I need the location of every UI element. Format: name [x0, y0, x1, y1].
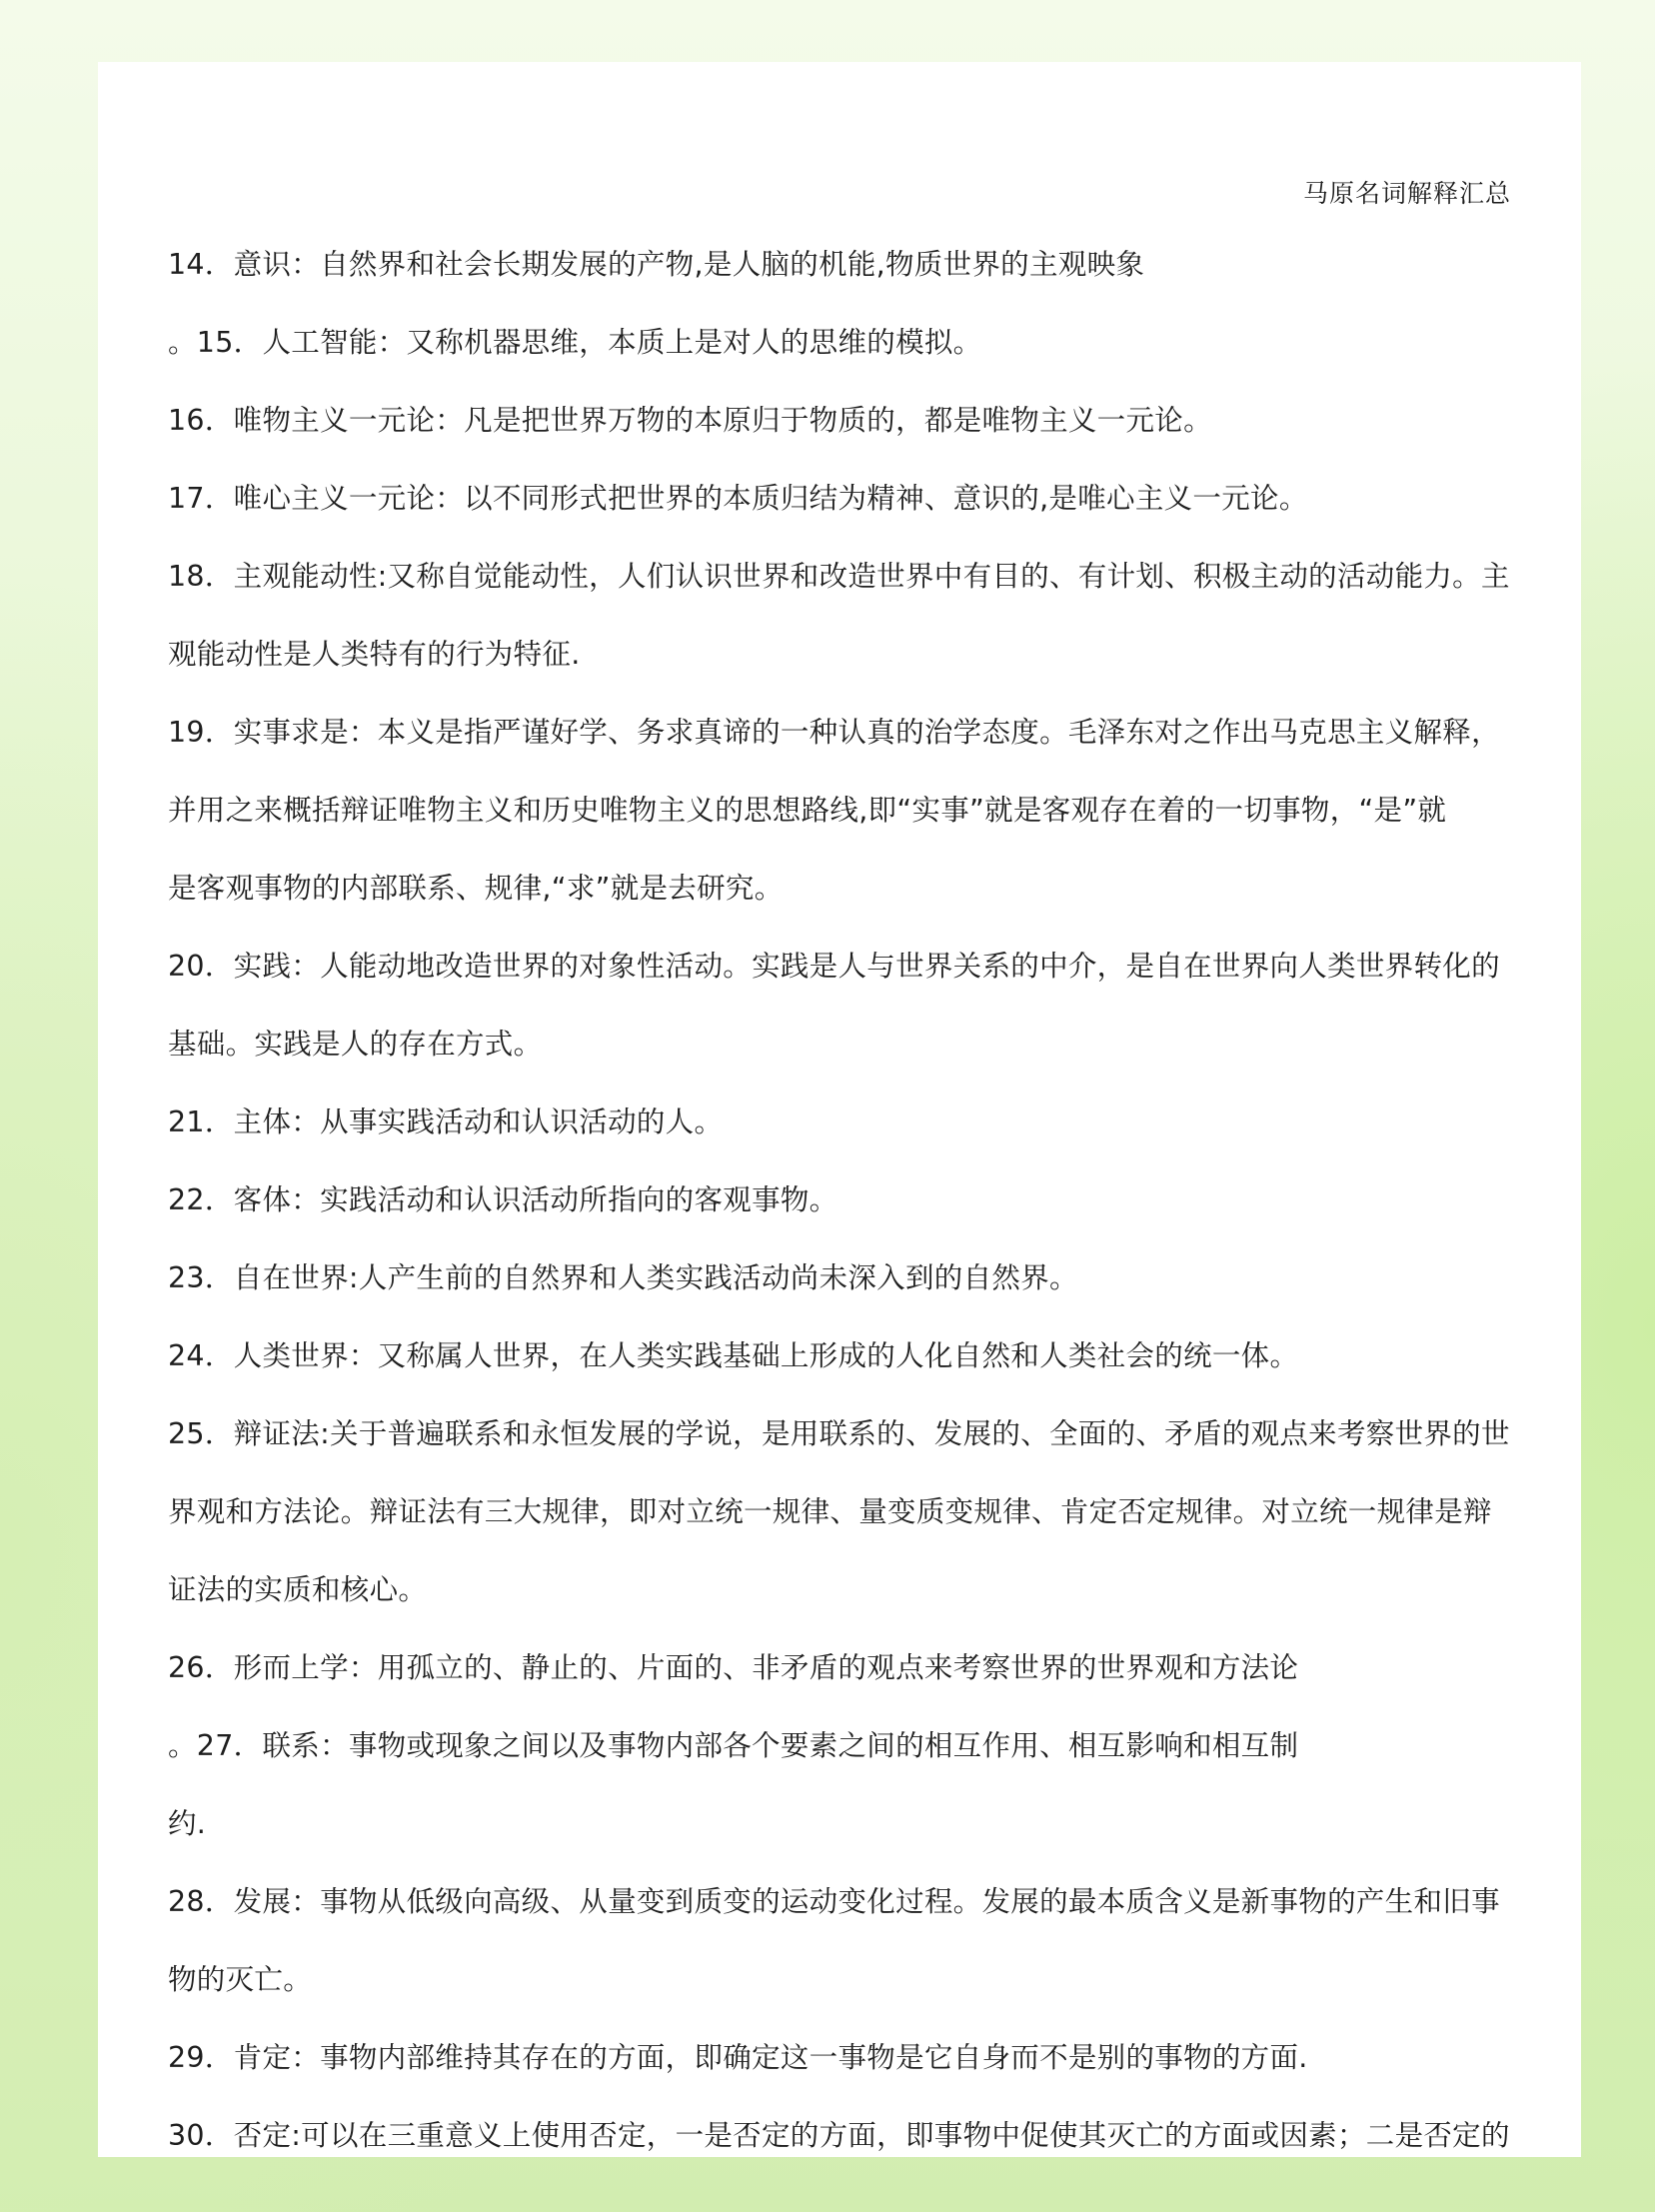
text-line: 证法的实质和核心。 — [168, 1573, 428, 1606]
text-line: 约. — [168, 1807, 207, 1840]
text-line: 24．人类世界：又称属人世界，在人类实践基础上形成的人化自然和人类社会的统一体。 — [168, 1339, 1299, 1372]
text-line: 。27．联系：事物或现象之间以及事物内部各个要素之间的相互作用、相互影响和相互制 — [168, 1729, 1299, 1762]
text-line: 18．主观能动性:又称自觉能动性，人们认识世界和改造世界中有目的、有计划、积极主动的活动能力。主 — [168, 560, 1510, 593]
text-line: 21．主体：从事实践活动和认识活动的人。 — [168, 1106, 724, 1138]
document-body — [168, 226, 1517, 2175]
text-line: 19．实事求是：本义是指严谨好学、务求真谛的一种认真的治学态度。毛泽东对之作出马克思主义解释， — [168, 716, 1500, 749]
document-page — [98, 62, 1581, 2157]
text-line: 基础。实践是人的存在方式。 — [168, 1028, 543, 1061]
text-line: 是客观事物的内部联系、规律,“求”就是去研究。 — [168, 872, 784, 905]
text-line: 22．客体：实践活动和认识活动所指向的客观事物。 — [168, 1183, 838, 1216]
text-line: 物的灭亡。 — [168, 1963, 313, 1996]
text-line: 观能动性是人类特有的行为特征. — [168, 638, 581, 671]
text-line: 28．发展：事物从低级向高级、从量变到质变的运动变化过程。发展的最本质含义是新事物的产生和旧事 — [168, 1885, 1500, 1918]
text-line: 16．唯物主义一元论：凡是把世界万物的本原归于物质的，都是唯物主义一元论。 — [168, 404, 1212, 437]
text-line: 25．辩证法:关于普遍联系和永恒发展的学说，是用联系的、发展的、全面的、矛盾的观点来考察世界的世 — [168, 1417, 1510, 1450]
text-line: 17．唯心主义一元论：以不同形式把世界的本质归结为精神、意识的,是唯心主义一元论。 — [168, 482, 1308, 515]
text-line: 29．肯定：事物内部维持其存在的方面，即确定这一事物是它自身而不是别的事物的方面. — [168, 2041, 1308, 2074]
text-line: 26．形而上学：用孤立的、静止的、片面的、非矛盾的观点来考察世界的世界观和方法论 — [168, 1651, 1299, 1684]
text-line: 界观和方法论。辩证法有三大规律，即对立统一规律、量变质变规律、肯定否定规律。对立统一规律是辩 — [168, 1495, 1492, 1528]
text-line: 并用之来概括辩证唯物主义和历史唯物主义的思想路线,即“实事”就是客观存在着的一切事物，“是”就 — [168, 794, 1447, 827]
text-line: 23．自在世界:人产生前的自然界和人类实践活动尚未深入到的自然界。 — [168, 1261, 1078, 1294]
text-line: 。15．人工智能：又称机器思维，本质上是对人的思维的模拟。 — [168, 326, 982, 359]
text-line: 30．否定:可以在三重意义上使用否定，一是否定的方面，即事物中促使其灭亡的方面或因素；二是否定的 — [168, 2119, 1510, 2152]
header-title: 马原名词解释汇总 — [1302, 179, 1511, 208]
text-line: 14．意识：自然界和社会长期发展的产物,是人脑的机能,物质世界的主观映象 — [168, 248, 1145, 281]
text-line: 20．实践：人能动地改造世界的对象性活动。实践是人与世界关系的中介，是自在世界向人类世界转化的 — [168, 950, 1500, 983]
